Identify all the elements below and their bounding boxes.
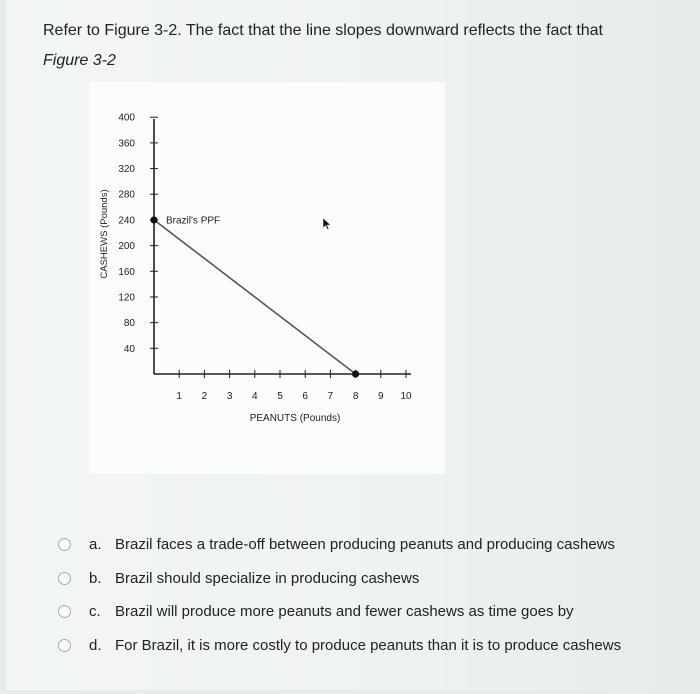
x-tick-label: 10 [400,391,412,402]
radio-c[interactable] [58,605,71,618]
y-tick-label: 120 [118,292,135,304]
option-b-text: Brazil should specialize in producing cashews [115,569,420,587]
y-tick-label: 160 [118,266,135,278]
y-tick-label: 40 [123,343,135,355]
x-tick-label: 2 [201,391,208,402]
option-d-letter: d. [89,636,102,654]
cursor-arrow-icon [323,218,331,229]
option-a-letter: a. [89,535,102,553]
ppf-chart [89,82,445,474]
y-tick-label: 240 [118,215,135,227]
option-c-letter: c. [89,602,101,620]
ppf-line [154,220,356,374]
figure-label: Figure 3-2 [43,52,116,69]
ppf-figure [89,82,445,474]
x-tick-label: 3 [226,391,233,402]
option-d[interactable] [58,633,678,657]
y-tick-label: 400 [118,112,135,124]
x-tick-label: 7 [327,391,334,402]
y-tick-label: 200 [118,241,135,253]
x-tick-label: 1 [176,391,182,402]
option-a[interactable] [58,532,678,556]
radio-b[interactable] [58,572,71,585]
option-a-text: Brazil faces a trade-off between producing peanuts and producing cashews [115,535,616,553]
x-tick-label: 8 [352,391,359,402]
option-d-text: For Brazil, it is more costly to produce peanuts than it is to produce cashews [115,636,622,654]
y-tick-label: 280 [118,189,135,201]
y-tick-label: 360 [118,138,135,150]
option-b-letter: b. [89,569,102,587]
option-b[interactable] [58,566,678,590]
option-c-text: Brazil will produce more peanuts and fewer cashews as time goes by [115,602,574,620]
question-text: Refer to Figure 3-2. The fact that the line slopes downward reflects the fact that [43,22,603,39]
x-tick-label: 9 [378,391,384,402]
ppf-point [150,216,157,223]
x-tick-label: 6 [302,391,308,402]
radio-a[interactable] [58,538,71,551]
ppf-annotation: Brazil's PPF [166,215,221,227]
y-tick-label: 80 [123,318,135,330]
radio-d[interactable] [58,639,71,652]
ppf-point [352,370,359,377]
y-axis-label: CASHEWS (Pounds) [99,189,110,279]
x-axis-label: PEANUTS (Pounds) [249,413,341,424]
question-card [6,0,696,690]
option-c[interactable] [58,599,678,623]
x-tick-label: 4 [252,391,258,402]
x-tick-label: 5 [277,391,283,402]
y-tick-label: 320 [118,164,135,176]
